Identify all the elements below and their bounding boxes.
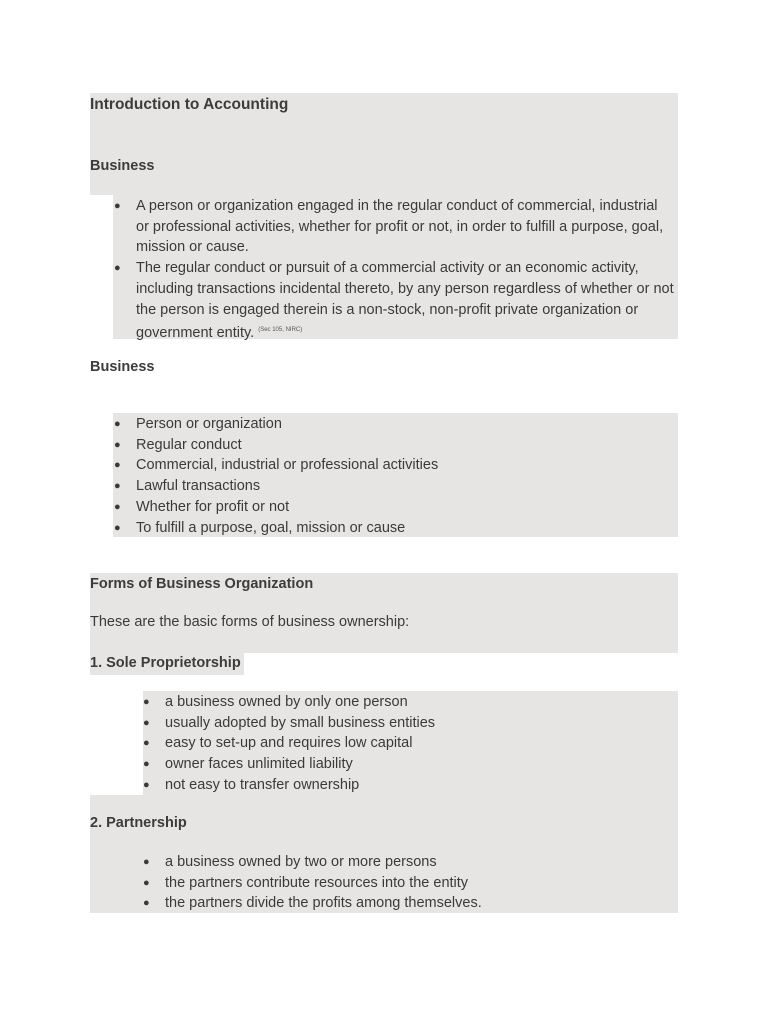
bullet-icon: ● [143, 897, 150, 910]
bullet-icon: ● [143, 696, 150, 708]
list-item: ● usually adopted by small business entities [143, 713, 435, 734]
list-item: ● the partners contribute resources into the entity [143, 873, 482, 894]
list-item: ● easy to set-up and requires low capital [143, 733, 435, 754]
bullet-icon: ● [143, 778, 150, 791]
list-item: ● To fulfill a purpose, goal, mission or cause [114, 518, 438, 539]
citation: (Sec 105, NIRC) [258, 327, 303, 334]
list-item: ● not easy to transfer ownership [143, 775, 435, 796]
bullet-icon: ● [114, 418, 121, 430]
forms-intro: These are the basic forms of business ownership: [90, 614, 410, 630]
list-item: ● The regular conduct or pursuit of a commercial activity or an economic activity, including transactions incidental thereto, by any person regardless of whether or not the person is engaged therein is a non-stock, non-profit private organization or government entity. $^{(Sec 105, NIRC)}$ [114, 260, 674, 342]
business-elements-list [114, 414, 438, 538]
bullet-icon: ● [143, 856, 150, 868]
partnership-list [143, 852, 482, 914]
business-definition-list [114, 196, 674, 344]
list-item: ● the partners divide the profits among themselves. [143, 893, 482, 914]
bullet-icon: ● [143, 758, 150, 771]
partnership-heading: 2. Partnership [90, 815, 187, 831]
forms-heading: Forms of Business Organization [90, 576, 314, 592]
page-title: Introduction to Accounting [90, 96, 289, 113]
bullet-icon: ● [114, 200, 121, 212]
bullet-icon: ● [114, 500, 121, 513]
bullet-icon: ● [114, 459, 121, 472]
list-item: ● a business owned by two or more persons [143, 852, 482, 873]
bullet-icon: ● [114, 262, 121, 275]
list-item: ● Commercial, industrial or professional activities [114, 455, 438, 476]
sole-list [143, 692, 435, 796]
list-item: ● Whether for profit or not [114, 497, 438, 518]
list-item: ● Regular conduct [114, 435, 438, 456]
sole-heading: 1. Sole Proprietorship [90, 655, 241, 671]
list-item: ● Person or organization [114, 414, 438, 435]
bullet-icon: ● [114, 438, 121, 451]
list-item: ● Lawful transactions [114, 476, 438, 497]
bullet-icon: ● [114, 480, 121, 493]
bullet-icon: ● [143, 737, 150, 750]
bullet-icon: ● [143, 716, 150, 729]
business-elements-heading: Business [90, 359, 155, 375]
list-item: ● a business owned by only one person [143, 692, 435, 713]
list-item: ● owner faces unlimited liability [143, 754, 435, 775]
bullet-icon: ● [143, 876, 150, 889]
bullet-icon: ● [114, 521, 121, 534]
business-heading: Business [90, 158, 155, 174]
list-item: ● A person or organization engaged in the regular conduct of commercial, industrial or professional activities, whether for profit or not, in order to fulfill a purpose, goal, mission or cause. [114, 198, 664, 256]
